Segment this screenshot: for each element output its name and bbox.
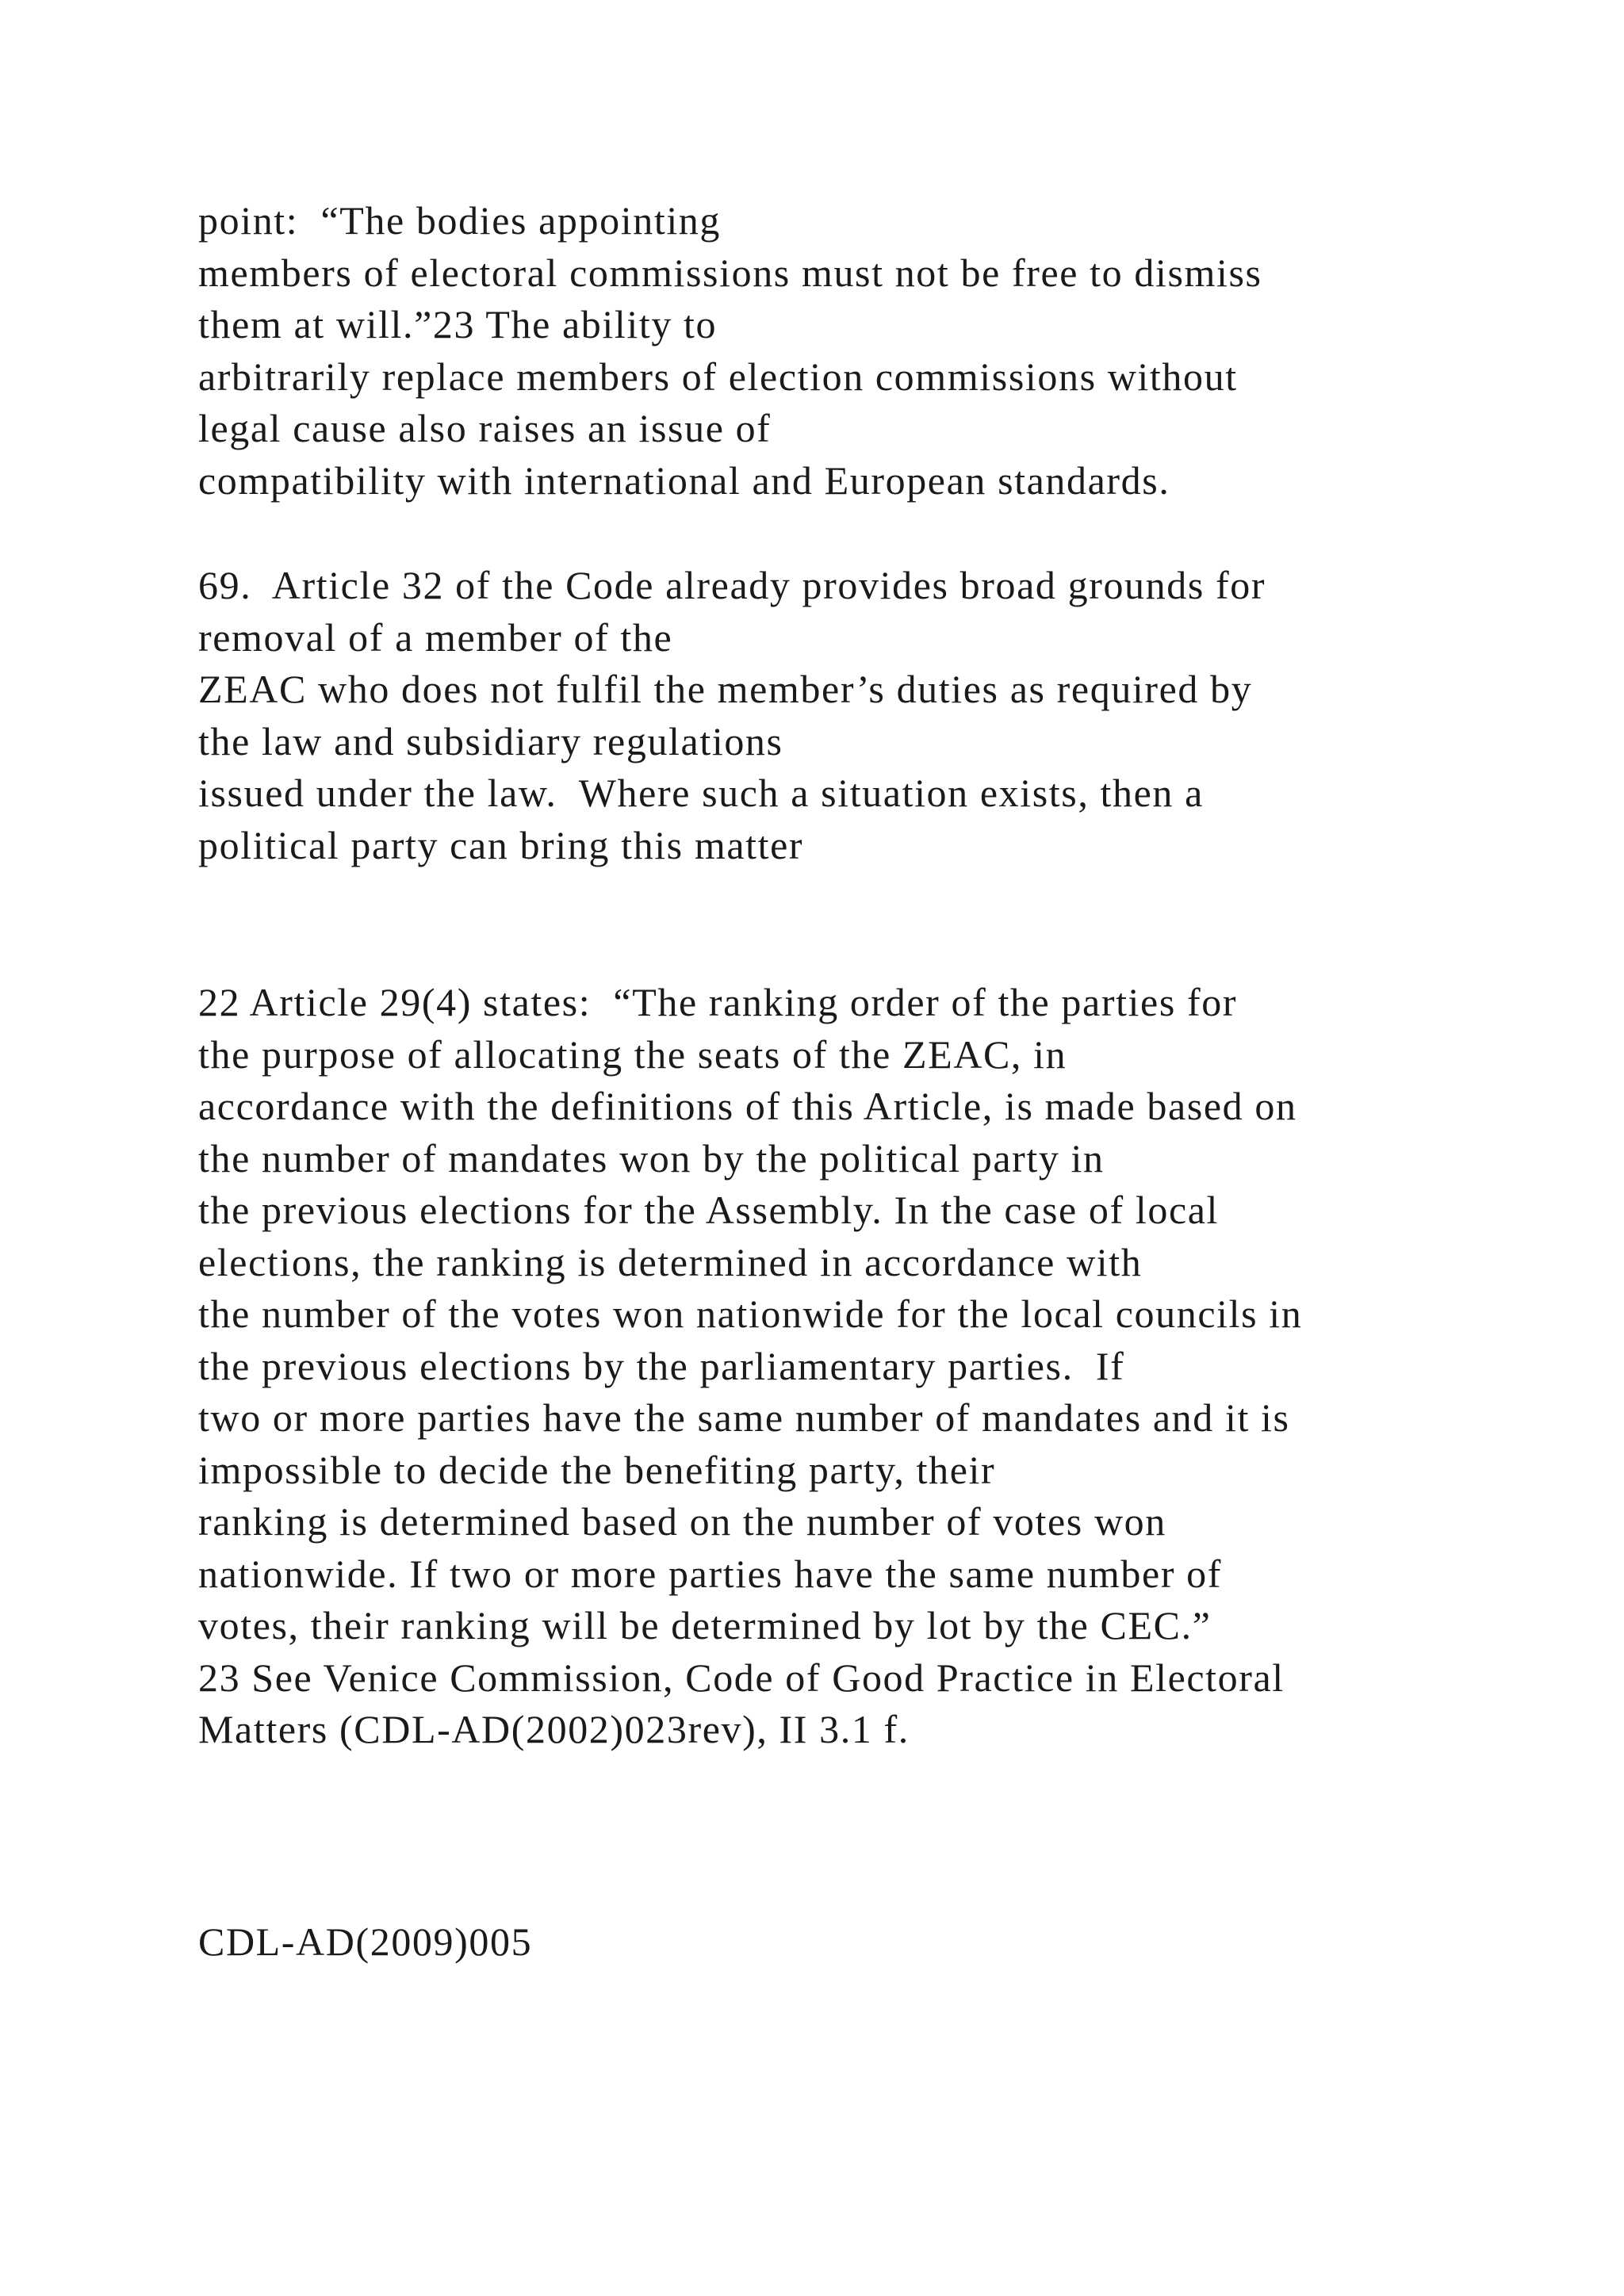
text-line: ZEAC who does not fulfil the member’s duties as required by [198, 667, 1253, 711]
text-line: political party can bring this matter [198, 822, 804, 867]
document-reference-block [198, 1916, 1546, 1969]
footnote-line: two or more parties have the same number of mandates and it is [198, 1395, 1290, 1440]
text-line: arbitrarily replace members of election commissions without [198, 354, 1238, 399]
text-line: point: “The bodies appointing [198, 198, 722, 243]
footnote-line: votes, their ranking will be determined by lot by the CEC.” [198, 1603, 1212, 1647]
footnote-line: 22 Article 29(4) states: “The ranking order of the parties for [198, 980, 1238, 1024]
footnote-line: ranking is determined based on the number of votes won [198, 1499, 1166, 1544]
footnote-line: impossible to decide the benefiting party, their [198, 1447, 996, 1492]
footnote-line: the number of mandates won by the political party in [198, 1135, 1105, 1181]
text-line: members of electoral commissions must not be free to dismiss [198, 250, 1262, 295]
footnote-line: 23 See Venice Commission, Code of Good Practice in Electoral [198, 1655, 1285, 1700]
footnote-line: the previous elections by the parliamentary parties. If [198, 1343, 1125, 1388]
text-line: removal of a member of the [198, 614, 673, 660]
text-line: 69. Article 32 of the Code already provides broad grounds for [198, 563, 1266, 607]
footnote-line: elections, the ranking is determined in accordance with [198, 1239, 1143, 1284]
text-line: legal cause also raises an issue of [198, 406, 772, 450]
footnote-line: Matters (CDL-AD(2002)023rev), II 3.1 f. [198, 1707, 910, 1751]
footnote-line: accordance with the definitions of this Article, is made based on [198, 1084, 1297, 1128]
text-line: issued under the law. Where such a situation exists, then a [198, 771, 1204, 815]
document-reference: CDL-AD(2009)005 [198, 1919, 533, 1964]
paragraph-69 [198, 560, 1546, 871]
footnote-line: the purpose of allocating the seats of the ZEAC, in [198, 1031, 1067, 1077]
continuation-paragraph [198, 195, 1546, 507]
footnote-line: the previous elections for the Assembly. In the case of local [198, 1188, 1220, 1232]
footnote-line: the number of the votes won nationwide for the local councils in [198, 1292, 1303, 1336]
footnote-line: nationwide. If two or more parties have the same number of [198, 1551, 1223, 1596]
text-line: compatibility with international and European standards. [198, 457, 1170, 503]
text-line: the law and subsidiary regulations [198, 718, 783, 763]
text-line: them at will.”23 The ability to [198, 302, 718, 346]
footnotes [198, 977, 1546, 1756]
